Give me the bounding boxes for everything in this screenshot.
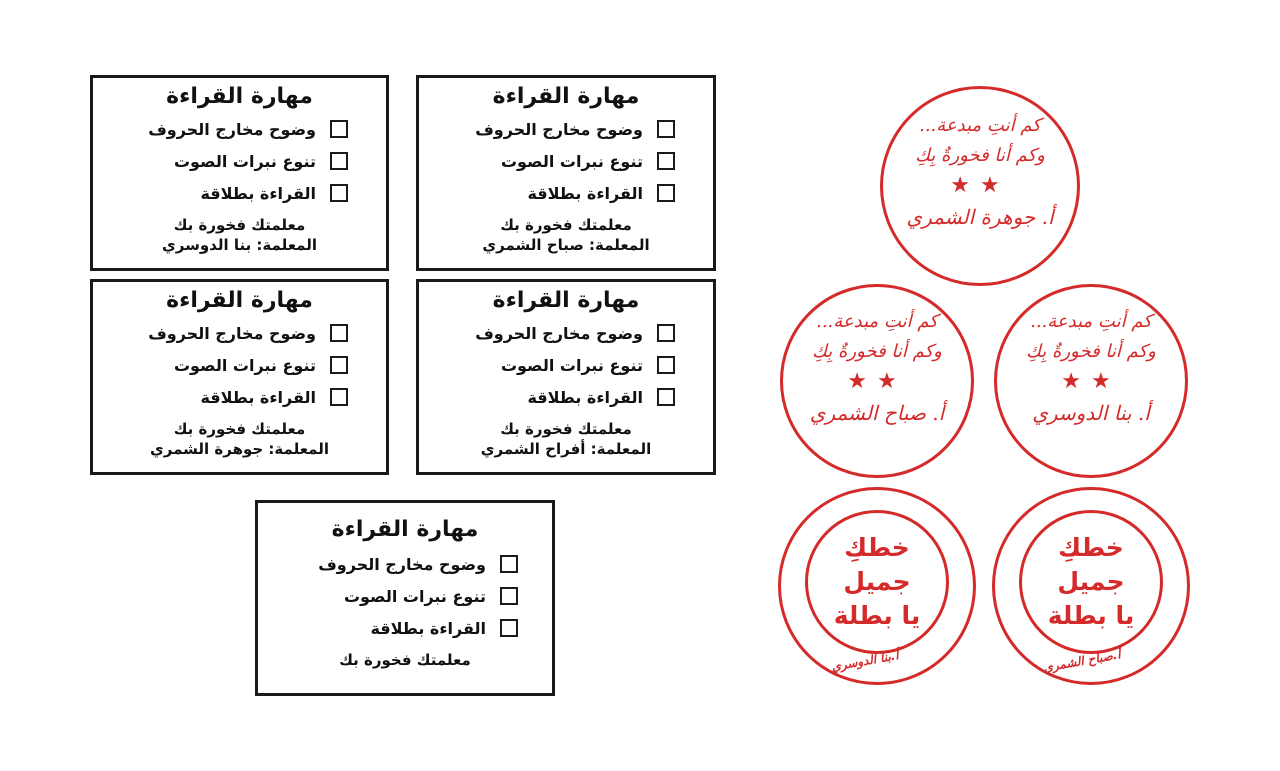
checkbox[interactable] xyxy=(330,356,348,374)
checkbox[interactable] xyxy=(330,388,348,406)
star-icon: ★★ xyxy=(1061,369,1121,394)
encouragement-text: معلمتك فخورة بك xyxy=(500,420,632,438)
reading-skill-card xyxy=(90,75,389,271)
checklist-item[interactable]: تنوع نبرات الصوت xyxy=(419,145,675,177)
badge-line-3: يا بطلة xyxy=(833,601,921,630)
checklist-item[interactable]: وضوح مخارج الحروف xyxy=(419,317,675,349)
teacher-name: المعلمة: جوهرة الشمري xyxy=(150,440,329,458)
checkbox[interactable] xyxy=(657,356,675,374)
checklist-item[interactable]: القراءة بطلاقة xyxy=(258,612,518,644)
checkbox[interactable] xyxy=(330,152,348,170)
checklist-item[interactable]: وضوح مخارج الحروف xyxy=(93,317,348,349)
handwriting-badge xyxy=(778,487,976,685)
stamp-line-2: وكم أنا فخورةٌ بِكِ xyxy=(915,145,1045,166)
star-icon: ★★ xyxy=(950,173,1010,198)
card-title: مهارة القراءة xyxy=(166,84,313,109)
checklist-item[interactable]: تنوع نبرات الصوت xyxy=(93,349,348,381)
badge-teacher-name: أ.بنا الدوسري xyxy=(830,648,900,674)
checkbox[interactable] xyxy=(330,184,348,202)
reading-skill-card xyxy=(416,279,716,475)
checklist-item[interactable]: وضوح مخارج الحروف xyxy=(258,548,518,580)
stamp-line-1: كم أنتِ مبدعة... xyxy=(919,115,1041,136)
encouragement-text: معلمتك فخورة بك xyxy=(500,216,632,234)
stamp-teacher-name: أ. جوهرة الشمري xyxy=(906,205,1054,229)
stamp-teacher-name: أ. صباح الشمري xyxy=(809,401,945,425)
badge-line-2: جميل xyxy=(1057,567,1125,596)
checklist-item[interactable]: القراءة بطلاقة xyxy=(419,381,675,413)
card-title: مهارة القراءة xyxy=(331,517,479,542)
badge-inner-ring xyxy=(1019,510,1163,654)
badge-inner-ring xyxy=(805,510,949,654)
checklist-item[interactable]: تنوع نبرات الصوت xyxy=(419,349,675,381)
praise-stamp xyxy=(994,284,1188,478)
checkbox[interactable] xyxy=(657,152,675,170)
checklist-item[interactable]: تنوع نبرات الصوت xyxy=(258,580,518,612)
stamp-teacher-name: أ. بنا الدوسري xyxy=(1032,401,1150,425)
checklist-item[interactable]: تنوع نبرات الصوت xyxy=(93,145,348,177)
badge-line-1: خطكِ xyxy=(1058,533,1124,562)
praise-stamp xyxy=(880,86,1080,286)
encouragement-text: معلمتك فخورة بك xyxy=(339,651,471,669)
encouragement-text: معلمتك فخورة بك xyxy=(173,420,306,438)
checklist-item[interactable]: القراءة بطلاقة xyxy=(419,177,675,209)
checkbox[interactable] xyxy=(657,324,675,342)
star-icon: ★★ xyxy=(847,369,907,394)
checklist-item[interactable]: القراءة بطلاقة xyxy=(93,177,348,209)
badge-teacher-name: أ.صباح الشمري xyxy=(1042,647,1122,675)
checkbox[interactable] xyxy=(657,120,675,138)
checkbox[interactable] xyxy=(330,324,348,342)
card-title: مهارة القراءة xyxy=(492,288,640,313)
reading-skill-card xyxy=(255,500,555,696)
reading-skill-card xyxy=(416,75,716,271)
checkbox[interactable] xyxy=(500,619,518,637)
teacher-name: المعلمة: بنا الدوسري xyxy=(162,236,317,254)
card-title: مهارة القراءة xyxy=(492,84,640,109)
checkbox[interactable] xyxy=(657,388,675,406)
checkbox[interactable] xyxy=(657,184,675,202)
encouragement-text: معلمتك فخورة بك xyxy=(173,216,306,234)
badge-line-1: خطكِ xyxy=(844,533,910,562)
handwriting-badge xyxy=(992,487,1190,685)
reading-skill-card xyxy=(90,279,389,475)
stamp-line-1: كم أنتِ مبدعة... xyxy=(1030,311,1152,332)
checklist-item[interactable]: وضوح مخارج الحروف xyxy=(419,113,675,145)
badge-line-3: يا بطلة xyxy=(1047,601,1135,630)
stamp-line-2: وكم أنا فخورةٌ بِكِ xyxy=(812,341,942,362)
checkbox[interactable] xyxy=(330,120,348,138)
stamp-line-2: وكم أنا فخورةٌ بِكِ xyxy=(1026,341,1156,362)
teacher-name: المعلمة: صباح الشمري xyxy=(482,236,650,254)
stamp-line-1: كم أنتِ مبدعة... xyxy=(816,311,938,332)
badge-line-2: جميل xyxy=(843,567,911,596)
teacher-name: المعلمة: أفراح الشمري xyxy=(480,440,652,458)
card-title: مهارة القراءة xyxy=(166,288,313,313)
praise-stamp xyxy=(780,284,974,478)
checkbox[interactable] xyxy=(500,555,518,573)
checklist-item[interactable]: القراءة بطلاقة xyxy=(93,381,348,413)
checkbox[interactable] xyxy=(500,587,518,605)
checklist-item[interactable]: وضوح مخارج الحروف xyxy=(93,113,348,145)
